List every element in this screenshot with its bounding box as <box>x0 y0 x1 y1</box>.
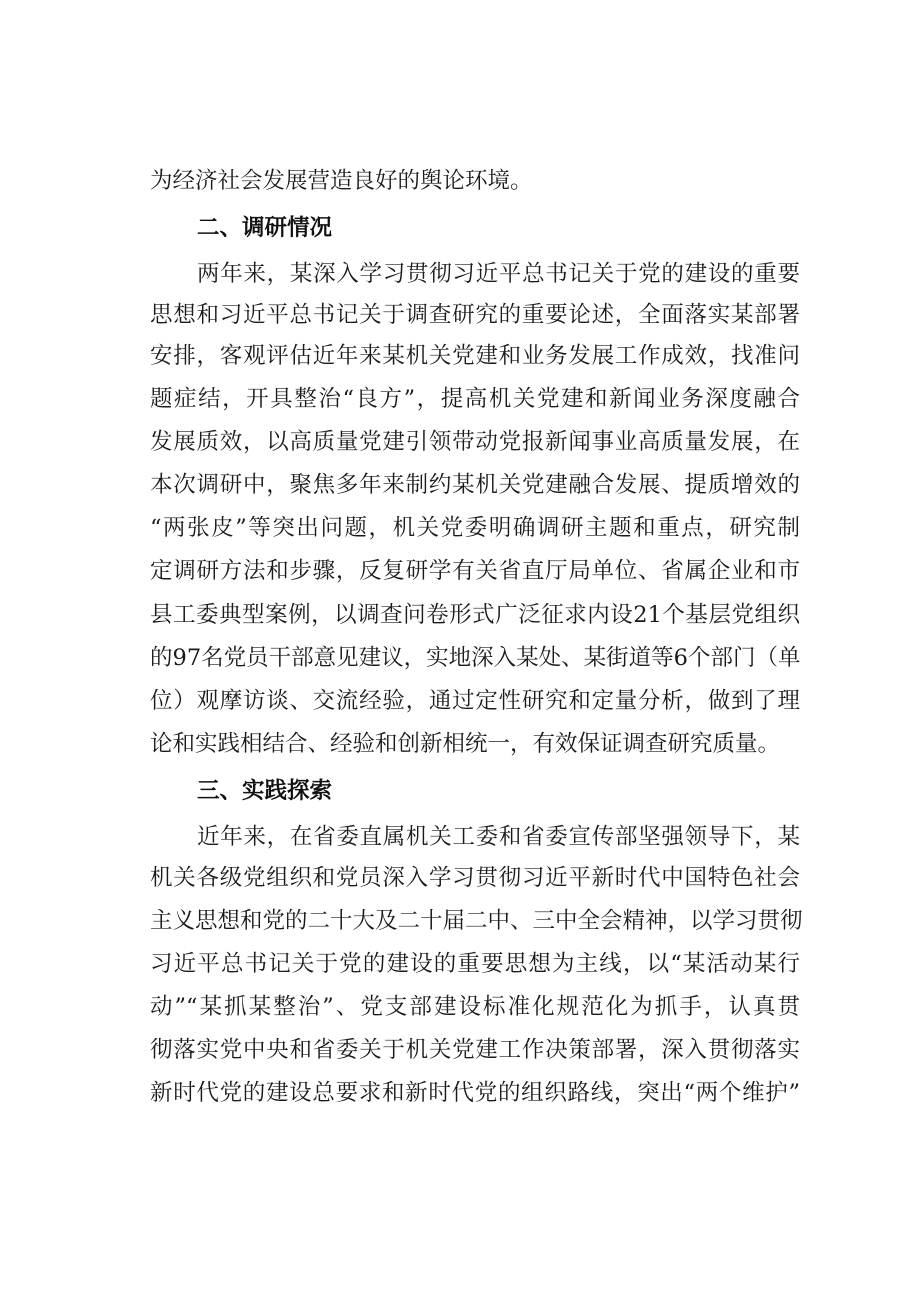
section-3-line: 主义思想和党的二十大及二十届二中、三中全会精神，以学习贯彻 <box>150 908 803 934</box>
section-2-line: “两张皮”等突出问题，机关党委明确调研主题和重点，研究制 <box>150 515 800 541</box>
section-2-line: 定调研方法和步骤，反复研学有关省直厅局单位、省属企业和市 <box>150 558 800 584</box>
section-2-line: 两年来，某深入学习贯彻习近平总书记关于党的建设的重要 <box>197 261 800 287</box>
section-3-line: 近年来，在省委直属机关工委和省委宣传部坚强领导下，某 <box>197 824 800 850</box>
section-3-line: 习近平总书记关于党的建设的重要思想为主线，以“某活动某行 <box>150 951 800 977</box>
section-2-line: 发展质效，以高质量党建引领带动党报新闻事业高质量发展，在 <box>150 429 800 455</box>
section-2-line: 论和实践相结合、经验和创新相统一，有效保证调查研究质量。 <box>150 731 781 757</box>
section-3-line: 动”“某抓某整治”、党支部建设标准化规范化为抓手，认真贯 <box>150 994 800 1020</box>
section-2-line: 位）观摩访谈、交流经验，通过定性研究和定量分析，做到了理 <box>150 688 800 714</box>
section-2-line: 安排，客观评估近年来某机关党建和业务发展工作成效，找准问 <box>150 343 800 369</box>
section-3-line: 机关各级党组织和党员深入学习贯彻习近平新时代中国特色社会 <box>150 865 800 891</box>
section-2-line: 题症结，开具整治“良方”，提高机关党建和新闻业务深度融合 <box>150 386 800 412</box>
intro-tail-line: 为经济社会发展营造良好的舆论环境。 <box>150 168 533 194</box>
section-2-line: 思想和习近平总书记关于调查研究的重要论述，全面落实某部署 <box>150 302 800 328</box>
section-2-line: 县工委典型案例，以调查问卷形式广泛征求内设21个基层党组织 <box>150 602 800 628</box>
section-2-line: 本次调研中，聚焦多年来制约某机关党建融合发展、提质增效的 <box>150 472 800 498</box>
section-3-heading: 三、实践探索 <box>197 778 333 804</box>
section-3-line: 新时代党的建设总要求和新时代党的组织路线，突出“两个维护” <box>150 1080 800 1106</box>
section-3-line: 彻落实党中央和省委关于机关党建工作决策部署，深入贯彻落实 <box>150 1037 800 1063</box>
section-2-heading: 二、调研情况 <box>197 215 333 241</box>
section-2-line: 的97名党员干部意见建议，实地深入某处、某街道等6个部门（单 <box>150 645 801 671</box>
